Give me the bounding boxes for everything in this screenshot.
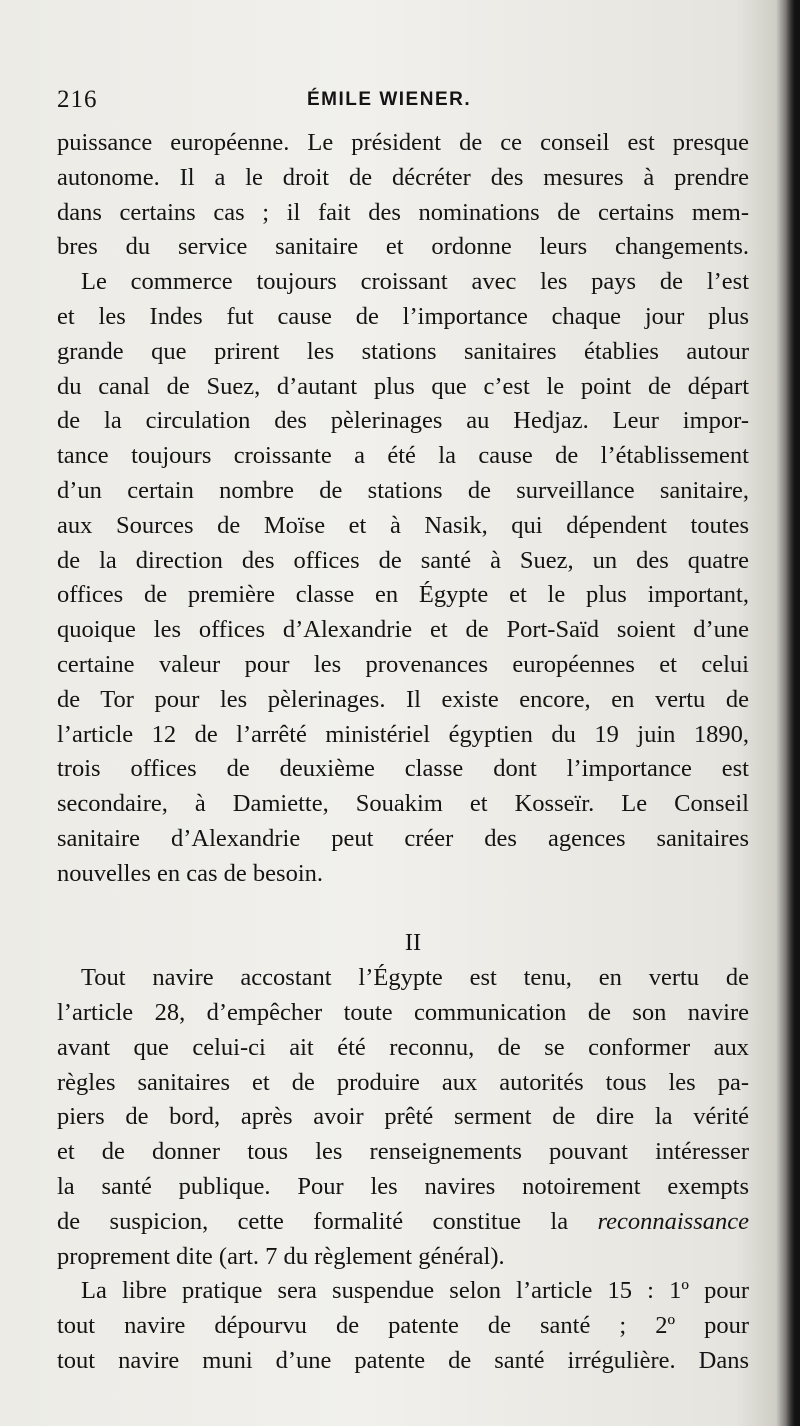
text-line	[57, 1205, 749, 1240]
text-line: grande que prirent les stations sanitaires établies autour	[57, 337, 749, 365]
text-line: puissance européenne. Le président de ce conseil est presque	[57, 129, 749, 156]
text-line: nouvelles en cas de besoin.	[57, 859, 324, 887]
text-line: quoique les offices d’Alexandrie et de Port-Saïd soient d’une	[57, 616, 749, 644]
text-line: Le commerce toujours croissant avec les pays de l’est	[81, 268, 749, 296]
text-line: l’article 28, d’empêcher toute communication de son navire	[57, 998, 749, 1026]
page-number: 216	[57, 86, 98, 113]
text-line: tout navire dépourvu de patente de santé ; 2º pour	[57, 1312, 749, 1340]
text-line: autonome. Il a le droit de décréter des mesures à prendre	[57, 163, 749, 191]
text-line: proprement dite (art. 7 du règlement général).	[57, 1242, 505, 1270]
text-line: aux Sources de Moïse et à Nasik, qui dépendent toutes	[57, 511, 749, 539]
text-line: tout navire muni d’une patente de santé irrégulière. Dans	[57, 1346, 749, 1374]
text-line: offices de première classe en Égypte et le plus important,	[57, 581, 749, 609]
text-line: la santé publique. Pour les navires notoirement exempts	[57, 1172, 749, 1200]
running-title: ÉMILE WIENER.	[307, 89, 472, 110]
text-line: La libre pratique sera suspendue selon l’article 15 : 1º pour	[81, 1277, 749, 1305]
text-line: dans certains cas ; il fait des nominations de certains mem-	[57, 198, 749, 226]
paragraph-libre-pratique	[57, 1274, 749, 1378]
text-line: sanitaire d’Alexandrie peut créer des agences sanitaires	[57, 824, 749, 852]
paragraph-commerce	[57, 265, 749, 891]
text-line: et les Indes fut cause de l’importance chaque jour plus	[57, 302, 749, 330]
paragraph-continued	[57, 126, 749, 265]
text-line: bres du service sanitaire et ordonne leurs changements.	[57, 233, 749, 261]
text-segment: de suspicion, cette formalité constitue la	[57, 1207, 569, 1235]
body-text	[57, 126, 749, 1379]
text-line: l’article 12 de l’arrêté ministériel égyptien du 19 juin 1890,	[57, 720, 749, 748]
text-line: d’un certain nombre de stations de surveillance sanitaire,	[57, 476, 749, 504]
text-line: avant que celui-ci ait été reconnu, de se conformer aux	[57, 1033, 749, 1061]
section-heading: II	[404, 929, 422, 957]
text-line: secondaire, à Damiette, Souakim et Kosseïr. Le Conseil	[57, 790, 749, 818]
text-line: certaine valeur pour les provenances européennes et celui	[57, 650, 749, 678]
binding-edge-shadow	[786, 0, 800, 1426]
italic-term: reconnaissance	[597, 1207, 749, 1235]
text-line: et de donner tous les renseignements pouvant intéresser	[57, 1138, 749, 1166]
paragraph-navire	[57, 961, 749, 1274]
text-line: piers de bord, après avoir prêté serment de dire la vérité	[57, 1103, 749, 1131]
text-line: Tout navire accostant l’Égypte est tenu, en vertu de	[81, 964, 749, 992]
text-line: règles sanitaires et de produire aux autorités tous les pa-	[57, 1068, 749, 1096]
page-header	[57, 86, 747, 120]
text-line: du canal de Suez, d’autant plus que c’est le point de départ	[57, 372, 749, 400]
text-line: de Tor pour les pèlerinages. Il existe encore, en vertu de	[57, 685, 749, 713]
text-line: de la circulation des pèlerinages au Hedjaz. Leur impor-	[57, 407, 749, 435]
text-line: trois offices de deuxième classe dont l’importance est	[57, 755, 749, 783]
text-line: de la direction des offices de santé à Suez, un des quatre	[57, 546, 749, 574]
text-line: tance toujours croissante a été la cause de l’établissement	[57, 442, 749, 470]
